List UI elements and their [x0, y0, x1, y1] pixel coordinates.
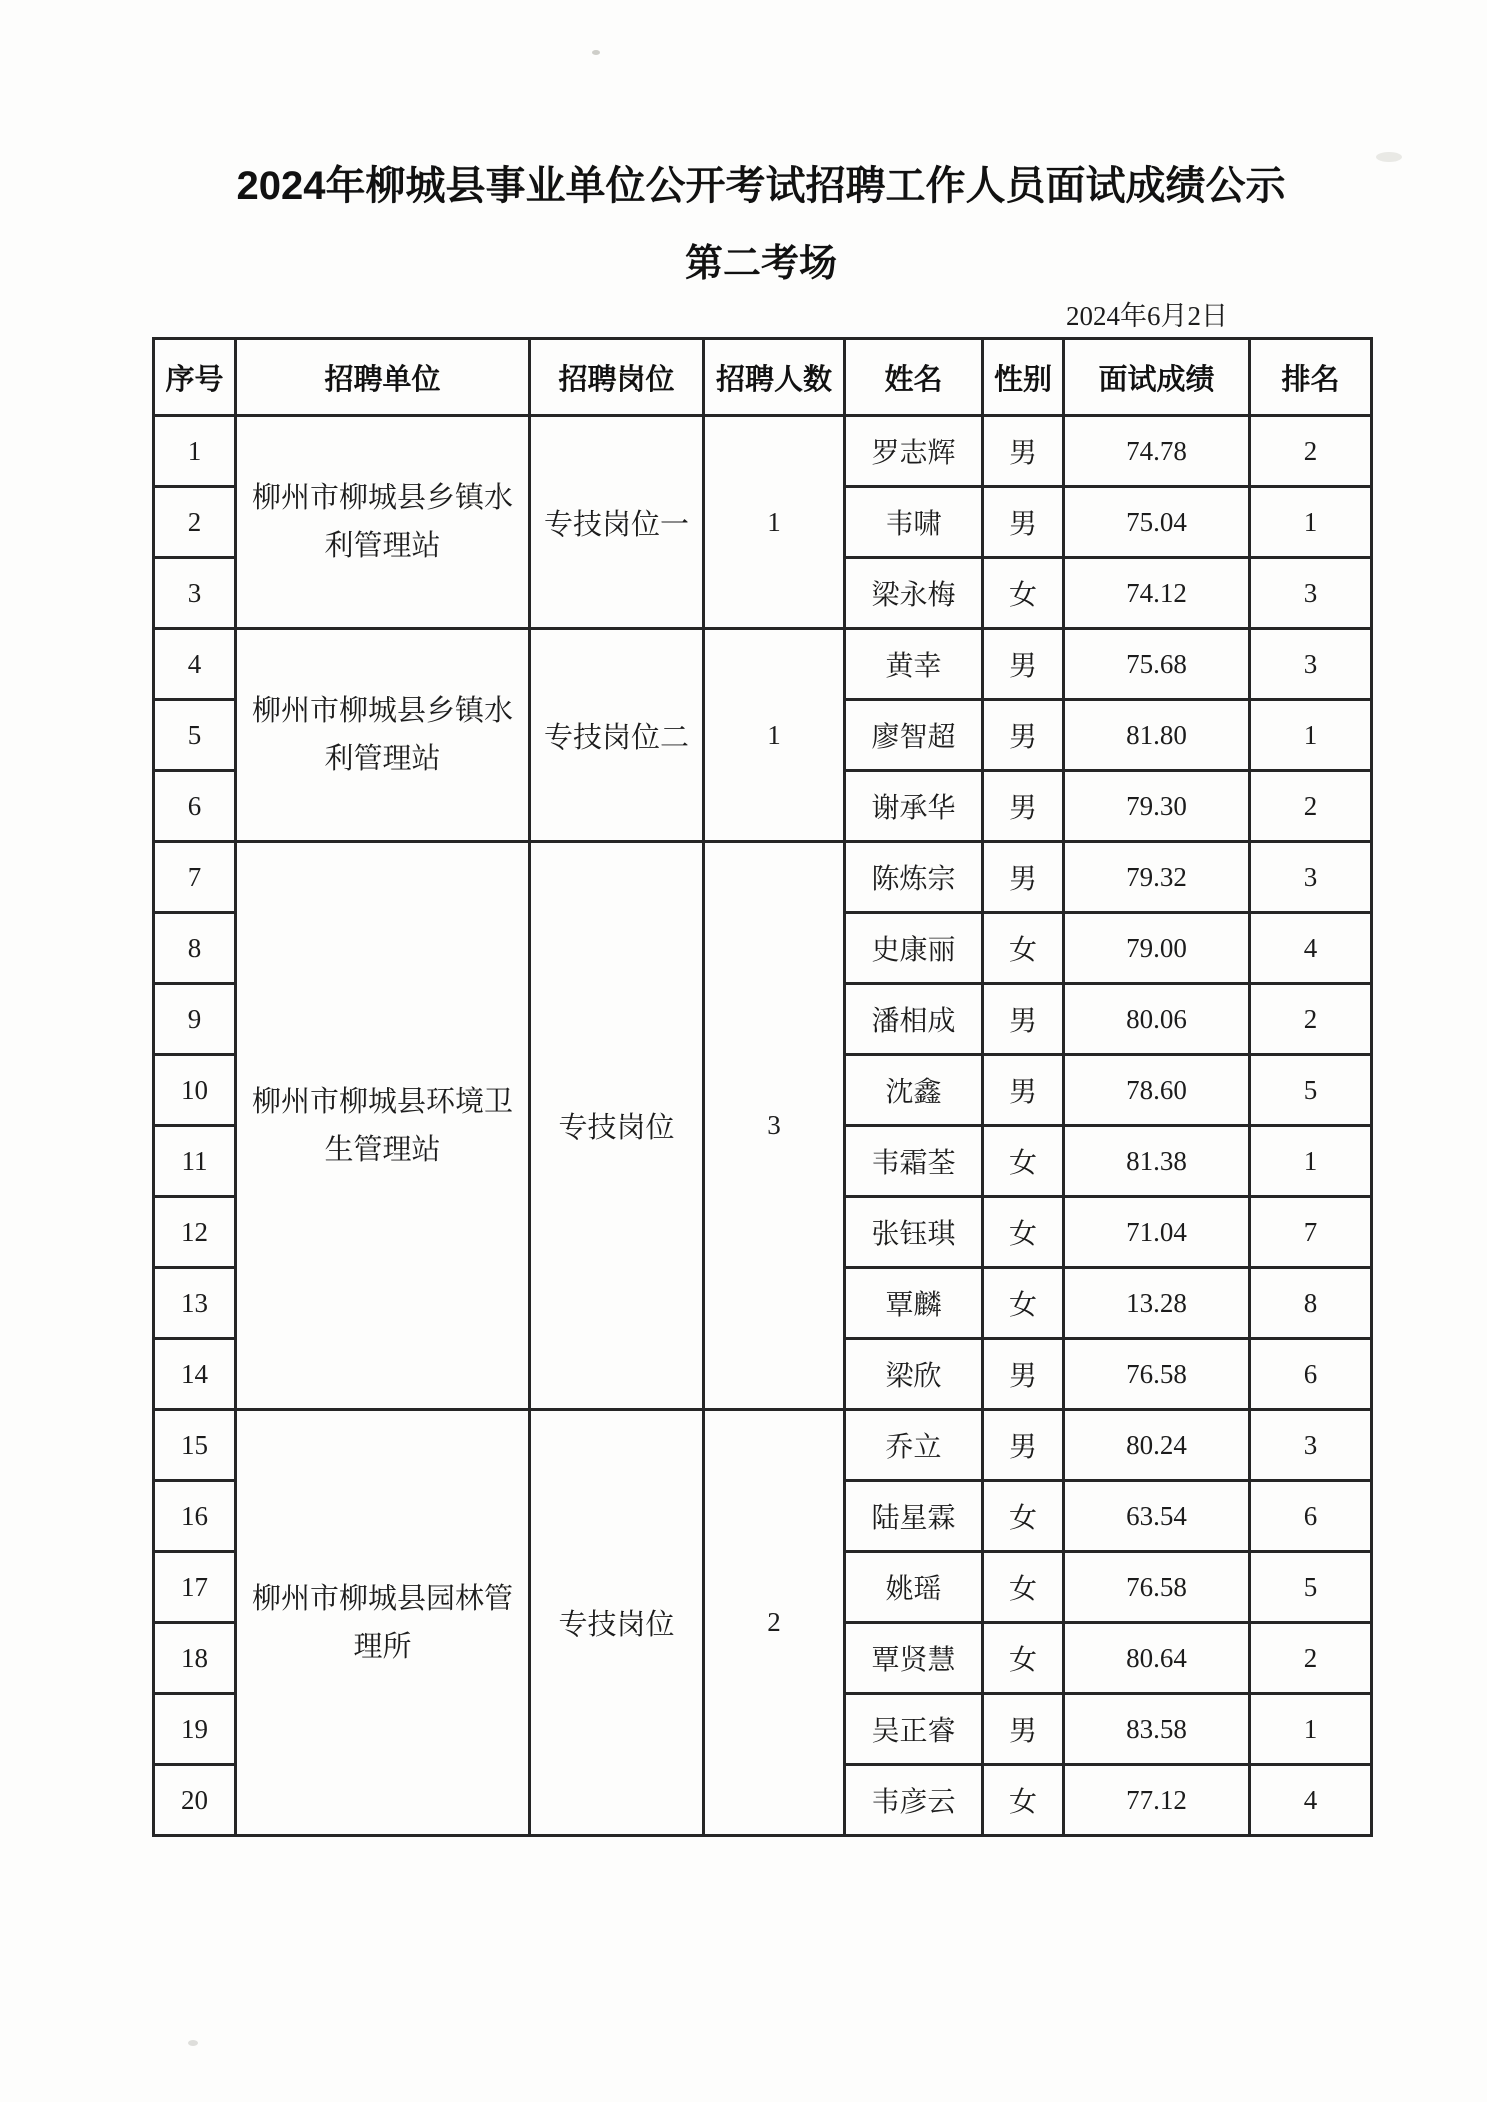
- rank-cell: 7: [1250, 1197, 1372, 1268]
- unit-cell: 柳州市柳城县环境卫生管理站: [236, 842, 530, 1410]
- score-cell: 76.58: [1064, 1552, 1250, 1623]
- score-cell: 81.38: [1064, 1126, 1250, 1197]
- seq-cell: 12: [154, 1197, 236, 1268]
- seq-cell: 17: [154, 1552, 236, 1623]
- name-cell: 廖智超: [845, 700, 983, 771]
- rank-cell: 1: [1250, 1126, 1372, 1197]
- seq-cell: 11: [154, 1126, 236, 1197]
- name-cell: 罗志辉: [845, 416, 983, 487]
- gender-cell: 男: [983, 700, 1064, 771]
- rank-cell: 6: [1250, 1481, 1372, 1552]
- header-seq: 序号: [154, 339, 236, 416]
- scan-artifact: [188, 2040, 198, 2046]
- position-cell: 专技岗位一: [530, 416, 704, 629]
- rank-cell: 6: [1250, 1339, 1372, 1410]
- name-cell: 陈炼宗: [845, 842, 983, 913]
- score-cell: 79.30: [1064, 771, 1250, 842]
- score-cell: 80.64: [1064, 1623, 1250, 1694]
- score-cell: 81.80: [1064, 700, 1250, 771]
- gender-cell: 女: [983, 558, 1064, 629]
- score-cell: 75.04: [1064, 487, 1250, 558]
- header-rank: 排名: [1250, 339, 1372, 416]
- name-cell: 韦霜荃: [845, 1126, 983, 1197]
- name-cell: 韦啸: [845, 487, 983, 558]
- gender-cell: 女: [983, 1126, 1064, 1197]
- rank-cell: 4: [1250, 913, 1372, 984]
- rank-cell: 8: [1250, 1268, 1372, 1339]
- name-cell: 覃麟: [845, 1268, 983, 1339]
- seq-cell: 3: [154, 558, 236, 629]
- seq-cell: 5: [154, 700, 236, 771]
- name-cell: 韦彦云: [845, 1765, 983, 1836]
- unit-cell: 柳州市柳城县乡镇水利管理站: [236, 416, 530, 629]
- rank-cell: 1: [1250, 1694, 1372, 1765]
- rank-cell: 3: [1250, 1410, 1372, 1481]
- seq-cell: 19: [154, 1694, 236, 1765]
- name-cell: 陆星霖: [845, 1481, 983, 1552]
- score-cell: 71.04: [1064, 1197, 1250, 1268]
- table-row: [154, 1410, 1372, 1481]
- seq-cell: 6: [154, 771, 236, 842]
- seq-cell: 20: [154, 1765, 236, 1836]
- gender-cell: 男: [983, 842, 1064, 913]
- header-position: 招聘岗位: [530, 339, 704, 416]
- headcount-cell: 1: [704, 629, 845, 842]
- rank-cell: 3: [1250, 629, 1372, 700]
- gender-cell: 女: [983, 1268, 1064, 1339]
- gender-cell: 男: [983, 984, 1064, 1055]
- gender-cell: 男: [983, 1339, 1064, 1410]
- table-row: [154, 842, 1372, 913]
- header-headcount: 招聘人数: [704, 339, 845, 416]
- rank-cell: 5: [1250, 1552, 1372, 1623]
- seq-cell: 16: [154, 1481, 236, 1552]
- seq-cell: 4: [154, 629, 236, 700]
- gender-cell: 男: [983, 1055, 1064, 1126]
- score-cell: 83.58: [1064, 1694, 1250, 1765]
- name-cell: 张钰琪: [845, 1197, 983, 1268]
- gender-cell: 男: [983, 1694, 1064, 1765]
- position-cell: 专技岗位: [530, 1410, 704, 1836]
- score-cell: 74.12: [1064, 558, 1250, 629]
- rank-cell: 2: [1250, 984, 1372, 1055]
- scan-artifact: [1376, 152, 1402, 162]
- rank-cell: 3: [1250, 558, 1372, 629]
- headcount-cell: 1: [704, 416, 845, 629]
- name-cell: 梁永梅: [845, 558, 983, 629]
- name-cell: 沈鑫: [845, 1055, 983, 1126]
- score-cell: 76.58: [1064, 1339, 1250, 1410]
- seq-cell: 9: [154, 984, 236, 1055]
- position-cell: 专技岗位二: [530, 629, 704, 842]
- score-cell: 78.60: [1064, 1055, 1250, 1126]
- header-gender: 性别: [983, 339, 1064, 416]
- rank-cell: 1: [1250, 700, 1372, 771]
- gender-cell: 女: [983, 1197, 1064, 1268]
- score-cell: 80.24: [1064, 1410, 1250, 1481]
- seq-cell: 10: [154, 1055, 236, 1126]
- score-cell: 77.12: [1064, 1765, 1250, 1836]
- name-cell: 黄幸: [845, 629, 983, 700]
- gender-cell: 女: [983, 1765, 1064, 1836]
- seq-cell: 2: [154, 487, 236, 558]
- seq-cell: 8: [154, 913, 236, 984]
- seq-cell: 13: [154, 1268, 236, 1339]
- gender-cell: 女: [983, 1552, 1064, 1623]
- table-row: [154, 629, 1372, 700]
- score-table: [152, 337, 1373, 1837]
- seq-cell: 15: [154, 1410, 236, 1481]
- rank-cell: 2: [1250, 771, 1372, 842]
- headcount-cell: 3: [704, 842, 845, 1410]
- gender-cell: 女: [983, 913, 1064, 984]
- gender-cell: 女: [983, 1481, 1064, 1552]
- table-header-row: [154, 339, 1372, 416]
- name-cell: 覃贤慧: [845, 1623, 983, 1694]
- headcount-cell: 2: [704, 1410, 845, 1836]
- name-cell: 史康丽: [845, 913, 983, 984]
- name-cell: 吴正睿: [845, 1694, 983, 1765]
- name-cell: 姚瑶: [845, 1552, 983, 1623]
- gender-cell: 男: [983, 416, 1064, 487]
- name-cell: 梁欣: [845, 1339, 983, 1410]
- date-label: 2024年6月2日: [1066, 301, 1228, 331]
- score-cell: 75.68: [1064, 629, 1250, 700]
- page-title: 2024年柳城县事业单位公开考试招聘工作人员面试成绩公示: [236, 164, 1286, 208]
- header-name: 姓名: [845, 339, 983, 416]
- rank-cell: 5: [1250, 1055, 1372, 1126]
- header-unit: 招聘单位: [236, 339, 530, 416]
- gender-cell: 男: [983, 771, 1064, 842]
- score-cell: 80.06: [1064, 984, 1250, 1055]
- rank-cell: 1: [1250, 487, 1372, 558]
- seq-cell: 14: [154, 1339, 236, 1410]
- page-subtitle: 第二考场: [684, 243, 837, 285]
- unit-cell: 柳州市柳城县园林管理所: [236, 1410, 530, 1836]
- name-cell: 潘相成: [845, 984, 983, 1055]
- header-score: 面试成绩: [1064, 339, 1250, 416]
- name-cell: 乔立: [845, 1410, 983, 1481]
- rank-cell: 3: [1250, 842, 1372, 913]
- rank-cell: 2: [1250, 416, 1372, 487]
- score-cell: 63.54: [1064, 1481, 1250, 1552]
- unit-cell: 柳州市柳城县乡镇水利管理站: [236, 629, 530, 842]
- gender-cell: 男: [983, 1410, 1064, 1481]
- score-cell: 74.78: [1064, 416, 1250, 487]
- seq-cell: 7: [154, 842, 236, 913]
- rank-cell: 4: [1250, 1765, 1372, 1836]
- score-cell: 13.28: [1064, 1268, 1250, 1339]
- gender-cell: 男: [983, 487, 1064, 558]
- rank-cell: 2: [1250, 1623, 1372, 1694]
- gender-cell: 女: [983, 1623, 1064, 1694]
- seq-cell: 18: [154, 1623, 236, 1694]
- position-cell: 专技岗位: [530, 842, 704, 1410]
- table-row: [154, 416, 1372, 487]
- score-cell: 79.00: [1064, 913, 1250, 984]
- seq-cell: 1: [154, 416, 236, 487]
- score-cell: 79.32: [1064, 842, 1250, 913]
- name-cell: 谢承华: [845, 771, 983, 842]
- gender-cell: 男: [983, 629, 1064, 700]
